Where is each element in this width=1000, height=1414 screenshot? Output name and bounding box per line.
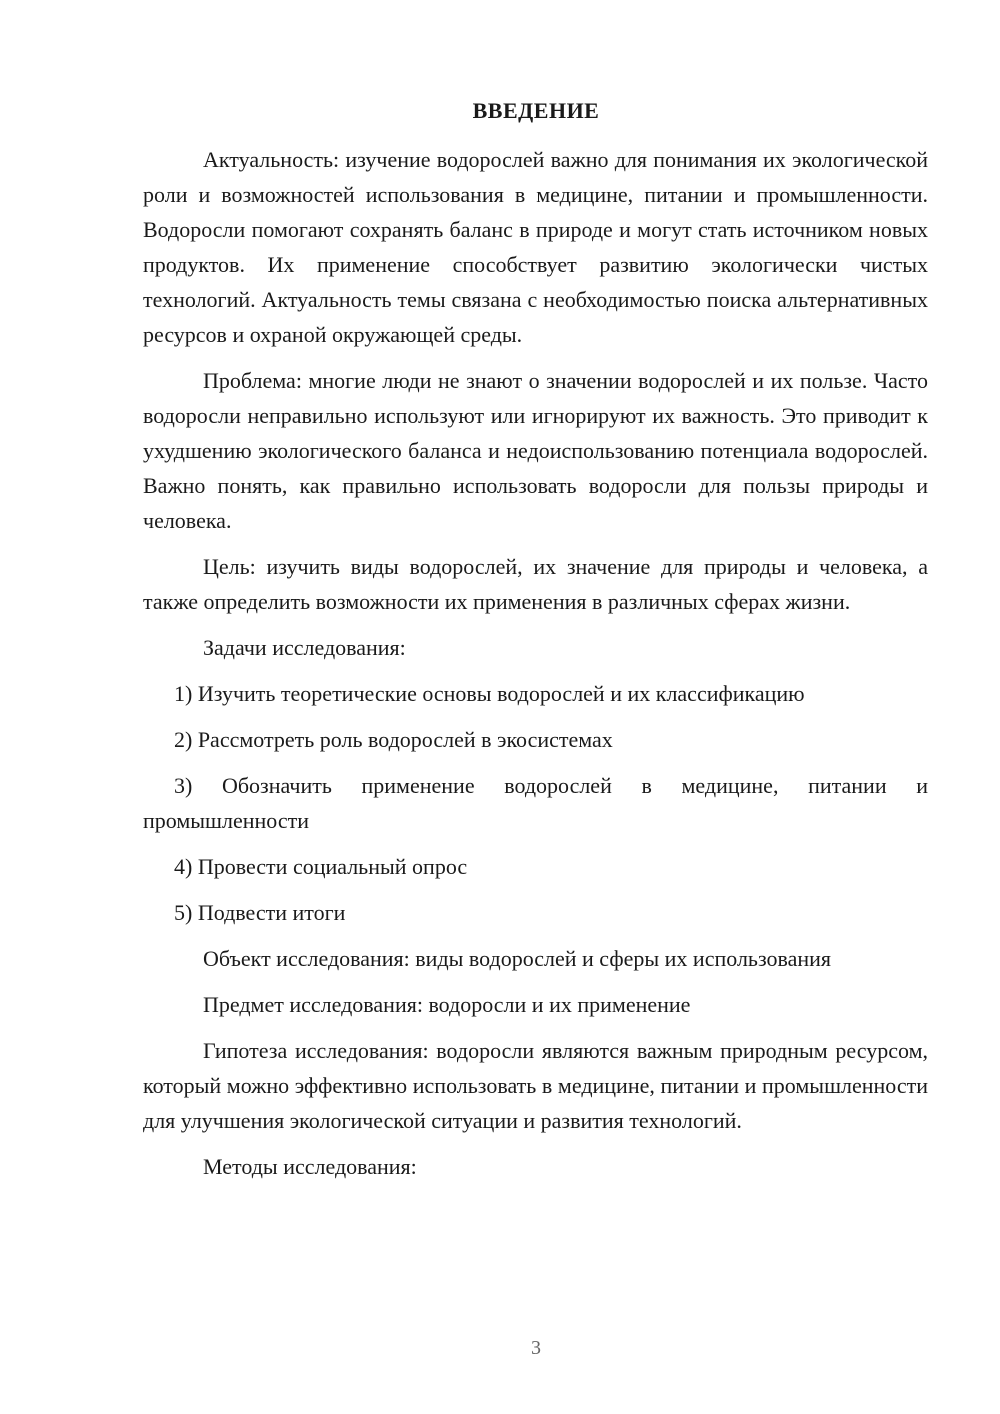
methods-heading: Методы исследования:: [203, 1154, 417, 1179]
document-body: [143, 142, 928, 1195]
tasks-heading: Задачи исследования:: [203, 635, 406, 660]
paragraph-problem: Проблема: многие люди не знают о значении водорослей и их пользе. Часто водоросли неправильно используют или игнорируют их важность. Это приводит к ухудшению экологического баланса и недоиспользованию потенциала водорослей. Важно понять, как правильно использовать водоросли для пользы природы и человека.: [143, 368, 928, 533]
task-item-4: 4) Провести социальный опрос: [174, 854, 468, 879]
task-item-1: 1) Изучить теоретические основы водорослей и их классификацию: [174, 681, 805, 706]
paragraph-subject: Предмет исследования: водоросли и их применение: [203, 992, 691, 1017]
paragraph-hypothesis: Гипотеза исследования: водоросли являются важным природным ресурсом, который можно эффективно использовать в медицине, питании и промышленности для улучшения экологической ситуации и развития технологий.: [143, 1038, 928, 1133]
page-title: ВВЕДЕНИЕ: [472, 98, 600, 123]
task-item-3: 3) Обозначить применение водорослей в медицине, питании и промышленности: [143, 773, 928, 833]
paragraph-relevance: Актуальность: изучение водорослей важно для понимания их экологической роли и возможностей использования в медицине, питании и промышленности. Водоросли помогают сохранять баланс в природе и могут стать источником новых продуктов. Их применение способствует развитию экологически чистых технологий. Актуальность темы связана с необходимостью поиска альтернативных ресурсов и охраной окружающей среды.: [143, 147, 928, 347]
task-item-2: 2) Рассмотреть роль водорослей в экосистемах: [174, 727, 613, 752]
task-item-5: 5) Подвести итоги: [174, 900, 346, 925]
paragraph-goal: Цель: изучить виды водорослей, их значение для природы и человека, а также определить возможности их применения в различных сферах жизни.: [143, 554, 928, 614]
page-number: 3: [531, 1337, 541, 1359]
paragraph-object: Объект исследования: виды водорослей и сферы их использования: [203, 946, 832, 971]
